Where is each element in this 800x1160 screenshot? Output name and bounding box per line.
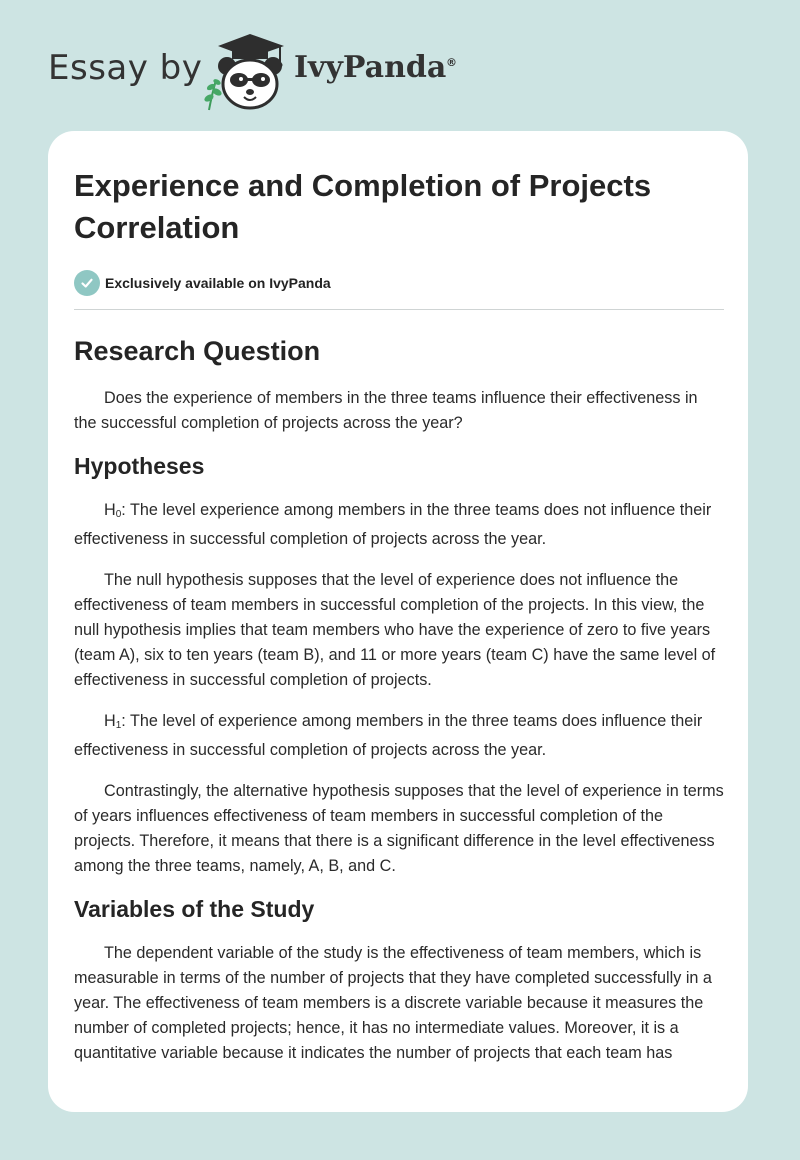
alternative-hypothesis-explanation: Contrastingly, the alternative hypothesis supposes that the level of experience in terms of years influences effectiveness of team members in successful completion of the projects. Therefore, it means that there is a significant difference in the level effectiveness among the three teams, namely, A, B, and C.	[74, 782, 724, 875]
exclusive-availability	[74, 269, 724, 297]
variables-paragraph: The dependent variable of the study is the effectiveness of team members, which is measurable in terms of the number of projects that they have completed successfully in a year. The effectiveness of team members is a discrete variable because it measures the number of completed projects; hence, it has no intermediate values. Moreover, it is a quantitative variable because it indicates the number of projects that each team has	[74, 944, 712, 1062]
check-circle-icon	[74, 270, 100, 296]
research-question-heading: Research Question	[74, 336, 321, 366]
essay-by-label: Essay by	[48, 48, 203, 88]
alternative-hypothesis-subscript: 1	[115, 720, 122, 731]
title-divider	[74, 309, 724, 310]
null-hypothesis-symbol: H	[104, 501, 116, 519]
essay-card	[48, 131, 748, 1112]
brand-header	[0, 0, 800, 130]
alternative-hypothesis-symbol: H	[104, 712, 116, 730]
alternative-hypothesis-statement	[74, 709, 724, 763]
null-hypothesis-text: : The level experience among members in the three teams does not influence their effectiveness in successful completion of projects across the year.	[74, 501, 712, 548]
null-hypothesis-subscript: 0	[115, 509, 122, 520]
research-question-paragraph: Does the experience of members in the three teams influence their effectiveness in the successful completion of projects across the year?	[74, 389, 698, 432]
exclusive-label: Exclusively available on IvyPanda	[105, 275, 331, 291]
panda-graduate-logo-icon[interactable]	[200, 32, 294, 112]
null-hypothesis-explanation: The null hypothesis supposes that the level of experience does not influence the effectiveness of team members in successful completion of the projects. In this view, the null hypothesis implies that team members who have the experience of zero to five years (team A), six to ten years (team B), and 11 or more years (team C) have the same level of effectiveness in successful completion of projects.	[74, 571, 716, 689]
ivypanda-brand-name[interactable]: IvyPanda	[294, 50, 447, 85]
hypotheses-heading: Hypotheses	[74, 453, 205, 479]
essay-title: Experience and Completion of Projects Correlation	[74, 168, 652, 245]
essay-content	[74, 131, 724, 1066]
registered-mark: ®	[446, 56, 457, 69]
alternative-hypothesis-text: : The level of experience among members in the three teams does influence their effectiveness in successful completion of projects across the year.	[74, 712, 703, 759]
null-hypothesis-statement	[74, 498, 724, 552]
variables-heading: Variables of the Study	[74, 896, 315, 922]
